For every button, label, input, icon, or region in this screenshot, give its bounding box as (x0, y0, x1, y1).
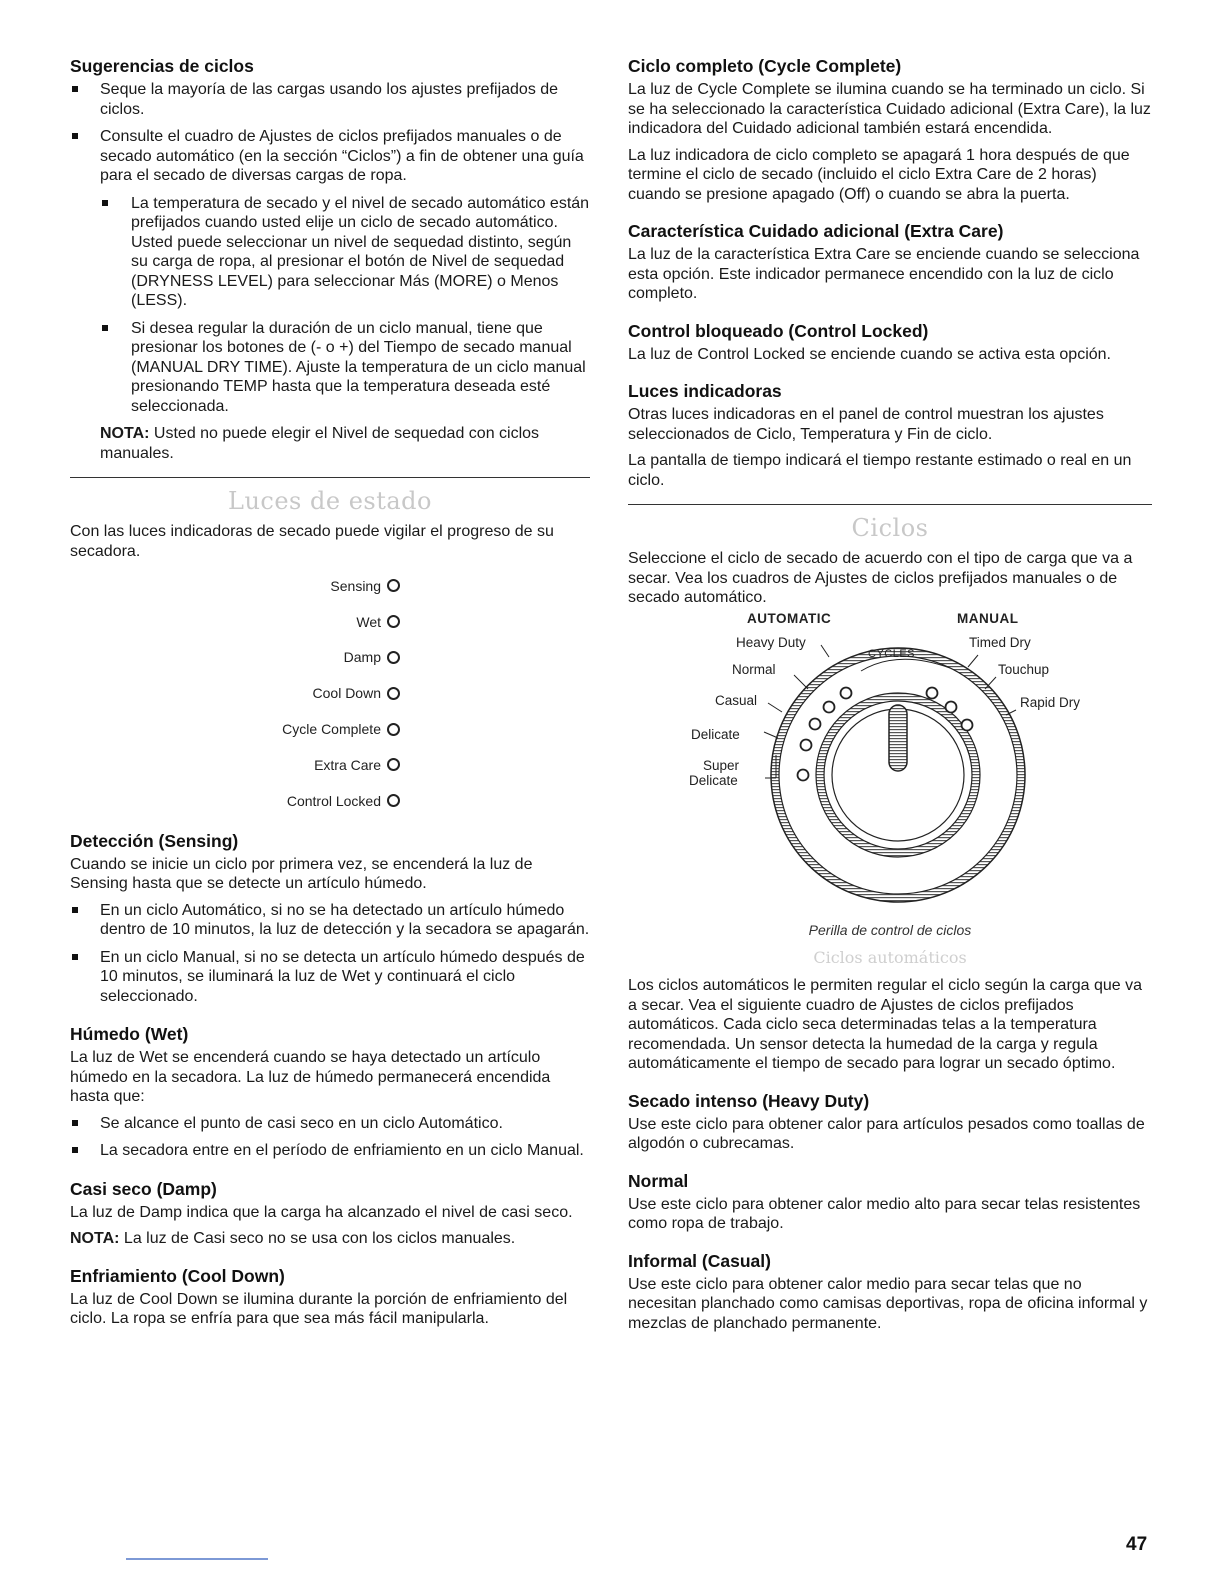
indicator-label: Sensing (330, 577, 381, 594)
dial-label-delicate: Delicate (691, 726, 740, 742)
list-item: En un ciclo Manual, si no se detecta un artículo húmedo después de 10 minutos, se iluminará la luz de Wet y continuará el ciclo seleccionado. (70, 948, 590, 1007)
heading-sensing: Detección (Sensing) (70, 830, 239, 851)
ciclos-intro: Seleccione el ciclo de secado de acuerdo con el tipo de carga que va a secar. Vea los cuadros de Ajustes de ciclos prefijados manuales o de secado automático. (628, 550, 1133, 606)
heading-heavy-duty: Secado intenso (Heavy Duty) (628, 1090, 870, 1111)
indicator-label: Cycle Complete (282, 721, 381, 738)
luces-indicadoras-p1: Otras luces indicadoras en el panel de control muestran los ajustes seleccionados de Ciclo, Temperatura y Fin de ciclo. (628, 406, 1104, 443)
extra-care-text: La luz de la característica Extra Care se enciende cuando se selecciona esta opción. Este indicador permanece encendido con la luz de ciclo completo. (628, 246, 1140, 302)
indicator-control-locked (70, 783, 400, 819)
note-damp (70, 1229, 590, 1249)
sugerencias-sublist (100, 194, 590, 417)
footer-rule (126, 1558, 268, 1560)
dial-label-touchup: Touchup (998, 661, 1050, 677)
dial-label-super-delicate: Delicate (689, 772, 738, 788)
list-item: La temperatura de secado y el nivel de secado automático están prefijados cuando usted elije un ciclo de secado automático. Usted puede seleccionar un nivel de sequedad distinto, según su carga de ropa, al presionar el botón de Nivel de sequedad (DRYNESS LEVEL) para seleccionar Más (MORE) o Menos (LESS). (100, 194, 590, 311)
heavy-duty-text: Use este ciclo para obtener calor para artículos pesados como toallas de algodón o cubrecamas. (628, 1115, 1145, 1152)
indicator-circle-icon (387, 615, 400, 628)
indicator-label: Control Locked (286, 792, 381, 809)
wet-list (70, 1114, 590, 1161)
heading-cycle-complete: Ciclo completo (Cycle Complete) (628, 56, 902, 76)
indicator-sensing (70, 568, 400, 604)
damp-text: La luz de Damp indica que la carga ha alcanzado el nivel de casi seco. (70, 1203, 573, 1221)
indicator-wet (70, 604, 400, 640)
dial-label-normal: Normal (732, 661, 776, 677)
auto-intro: Los ciclos automáticos le permiten regular el ciclo según la carga que va a secar. Vea el siguiente cuadro de Ajustes de ciclos prefijados automáticos. Cada ciclo seca determinadas telas a la temperatura recomendada. Un sensor detecta la humedad de la carga y regula automáticamente el tiempo de secado para lograr un secado óptimo. (628, 977, 1143, 1072)
indicator-label: Extra Care (314, 756, 381, 773)
section-title-ciclos-automaticos: Ciclos automáticos (813, 948, 967, 967)
list-item: Consulte el cuadro de Ajustes de ciclos prefijados manuales o de secado automático (en la sección “Ciclos”) a fin de obtener una guía para el secado de diversas cargas de ropa. (70, 127, 590, 186)
section-divider (628, 504, 1152, 505)
heading-normal: Normal (628, 1170, 689, 1191)
indicator-circle-icon (387, 758, 400, 771)
list-item: Seque la mayoría de las cargas usando los ajustes prefijados de ciclos. (70, 80, 590, 119)
luces-intro: Con las luces indicadoras de secado puede vigilar el progreso de su secadora. (70, 523, 554, 560)
heading-extra-care: Característica Cuidado adicional (Extra Care) (628, 221, 1004, 241)
dial-label-heavy-duty: Heavy Duty (736, 634, 806, 650)
heading-casual: Informal (Casual) (628, 1250, 771, 1271)
list-item: En un ciclo Automático, si no se ha detectado un artículo húmedo dentro de 10 minutos, la luz de detección y la secadora se apagarán. (70, 901, 590, 940)
indicator-circle-icon (387, 687, 400, 700)
note-text: Usted no puede elegir el Nivel de sequedad con ciclos manuales. (100, 425, 540, 462)
list-item: La secadora entre en el período de enfriamiento en un ciclo Manual. (70, 1141, 590, 1161)
list-item: Si desea regular la duración de un ciclo manual, tiene que presionar los botones de (- o +) del Tiempo de secado manual (MANUAL DRY TIME). Ajuste la temperatura de un ciclo manual presionando TEMP hasta que la temperatura deseada esté seleccionada. (100, 319, 590, 417)
heading-control-locked: Control bloqueado (Control Locked) (628, 320, 929, 341)
dial-label-rapid-dry: Rapid Dry (1020, 694, 1081, 710)
cycle-complete-p1: La luz de Cycle Complete se ilumina cuando se ha terminado un ciclo. Si se ha seleccionado la característica Cuidado adicional (Extra Care), la luz indicadora del Cuidado adicional también estará encendida. (628, 81, 1151, 137)
sensing-list (70, 901, 590, 1007)
indicator-damp (70, 640, 400, 676)
indicator-cycle-complete (70, 711, 400, 747)
indicator-label: Wet (356, 613, 381, 630)
left-column (70, 56, 590, 1336)
dial-label-casual: Casual (715, 692, 758, 708)
dial-label-super: Super (703, 757, 740, 773)
indicator-circle-icon (387, 651, 400, 664)
heading-cool-down: Enfriamiento (Cool Down) (70, 1265, 285, 1286)
dial-header-automatic: AUTOMATIC (747, 610, 832, 626)
dial-caption: Perilla de control de ciclos (808, 921, 972, 938)
normal-text: Use este ciclo para obtener calor medio alto para secar telas resistentes como ropa de trabajo. (628, 1195, 1141, 1232)
note-label: NOTA: (100, 425, 150, 442)
heading-damp: Casi seco (Damp) (70, 1178, 217, 1199)
section-title-ciclos: Ciclos (851, 514, 929, 542)
note-label: NOTA: (70, 1230, 120, 1248)
note-text: La luz de Casi seco no se usa con los ciclos manuales. (119, 1230, 516, 1248)
indicator-label: Damp (343, 649, 381, 666)
indicator-extra-care (70, 747, 400, 783)
indicator-lights-diagram (70, 568, 400, 819)
dial-header-manual: MANUAL (957, 610, 1019, 626)
cool-down-text: La luz de Cool Down se ilumina durante la porción de enfriamiento del ciclo. La ropa se enfría para que sea más fácil manipularla. (70, 1290, 568, 1328)
indicator-cool-down (70, 675, 400, 711)
indicator-label: Cool Down (312, 685, 381, 702)
dial-label-timed-dry: Timed Dry (969, 634, 1031, 650)
heading-luces-indicadoras: Luces indicadoras (628, 381, 782, 401)
heading-sugerencias: Sugerencias de ciclos (70, 56, 254, 76)
indicator-circle-icon (387, 579, 400, 592)
dial-label-cycles: CYCLES (868, 647, 916, 660)
list-item: Se alcance el punto de casi seco en un ciclo Automático. (70, 1114, 590, 1134)
casual-text: Use este ciclo para obtener calor medio para secar telas que no necesitan planchado como camisas deportivas, ropa de oficina informal y mezclas de planchado permanente. (628, 1275, 1148, 1332)
indicator-circle-icon (387, 794, 400, 807)
section-title-luces: Luces de estado (228, 487, 432, 515)
cycle-complete-p2: La luz indicadora de ciclo completo se apagará 1 hora después de que termine el ciclo de secado (incluido el ciclo Extra Care de 2 horas) cuando se presione apagado (Off) o cuando se abra la puerta. (628, 146, 1130, 203)
section-divider (70, 477, 590, 478)
note-sugerencias (70, 424, 590, 463)
indicator-circle-icon (387, 723, 400, 736)
heading-wet: Húmedo (Wet) (70, 1024, 189, 1045)
control-locked-text: La luz de Control Locked se enciende cuando se activa esta opción. (628, 345, 1111, 363)
cycle-dial-diagram (628, 610, 1152, 917)
luces-indicadoras-p2: La pantalla de tiempo indicará el tiempo restante estimado o real en un ciclo. (628, 452, 1132, 489)
right-column (628, 56, 1152, 1340)
wet-text: La luz de Wet se encenderá cuando se haya detectado un artículo húmedo en la secadora. La luz de húmedo permanecerá encendida hasta que: (70, 1049, 551, 1106)
sugerencias-list (70, 80, 590, 186)
page-number: 47 (1126, 1534, 1148, 1555)
sensing-text: Cuando se inicie un ciclo por primera vez, se encenderá la luz de Sensing hasta que se detecte un artículo húmedo. (70, 855, 533, 893)
